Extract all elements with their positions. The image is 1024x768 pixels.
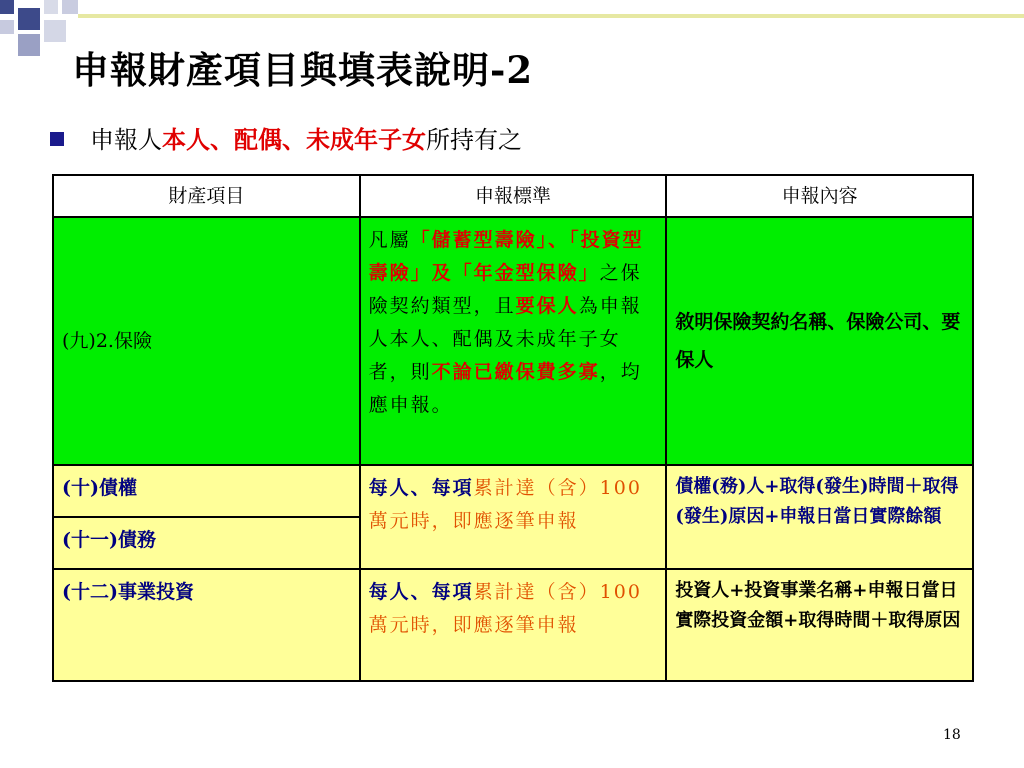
table-row-claims <box>53 465 973 517</box>
property-table <box>52 174 974 682</box>
header-item: 財產項目 <box>53 175 360 217</box>
bullet-highlight: 本人、配偶、未成年子女 <box>162 125 426 154</box>
table-row-insurance <box>53 217 973 465</box>
insurance-standard-regardless: 不論已繳保費多寡 <box>431 361 600 383</box>
insurance-content-text: 敘明保險契約名稱、保險公司、要保人 <box>675 311 961 371</box>
claims-content-text: 債權(務)人+取得(發生)時間＋取得(發生)原因+申報日當日實際餘額 <box>675 476 959 527</box>
insurance-standard-text-2: 之保險契約類型，且 <box>368 262 642 317</box>
cell-business-content <box>666 569 973 681</box>
cell-insurance-standard <box>360 217 667 465</box>
cell-claims-item <box>53 465 360 517</box>
insurance-standard-text-1: 凡屬 <box>368 229 411 251</box>
cell-insurance-item <box>53 217 360 465</box>
business-content-text: 投資人+投資事業名稱+申報日當日實際投資金額+取得時間＋取得原因 <box>675 580 961 631</box>
debts-item-label: (十一)債務 <box>62 529 156 551</box>
bullet-line <box>50 120 522 155</box>
insurance-standard-policyholder: 要保人 <box>515 295 579 317</box>
page-number: 18 <box>943 727 961 743</box>
bullet-square-icon <box>50 132 64 146</box>
insurance-standard-text-4: ，均應申報。 <box>368 361 642 416</box>
header-standard: 申報標準 <box>360 175 667 217</box>
cell-claims-content <box>666 465 973 569</box>
bullet-prefix: 申報人 <box>90 126 162 154</box>
top-accent-line <box>78 14 1024 18</box>
cell-claims-standard <box>360 465 667 569</box>
claims-standard-a: 每人、每項 <box>368 477 474 499</box>
cell-insurance-content <box>666 217 973 465</box>
bullet-suffix: 所持有之 <box>426 126 522 154</box>
cell-debts-item <box>53 517 360 569</box>
table-row-business <box>53 569 973 681</box>
insurance-standard-types: 「儲蓄型壽險」、「投資型壽險」及「年金型保險」 <box>368 229 644 284</box>
business-standard-a: 每人、每項 <box>368 581 474 603</box>
insurance-standard-text-3: 為申報人本人、配偶及未成年子女者，則 <box>368 295 642 383</box>
table-header-row <box>53 175 973 217</box>
insurance-item-label: (九)2.保險 <box>62 329 152 352</box>
business-standard-b: 累計達（含）100萬元時，即應逐筆申報 <box>368 581 642 636</box>
header-content: 申報內容 <box>666 175 973 217</box>
slide-title: 申報財產項目與填表說明-2 <box>72 48 534 92</box>
cell-business-item <box>53 569 360 681</box>
cell-business-standard <box>360 569 667 681</box>
claims-standard-b: 累計達（含）100萬元時，即應逐筆申報 <box>368 477 642 532</box>
business-item-label: (十二)事業投資 <box>62 581 194 603</box>
claims-item-label: (十)債權 <box>62 477 137 499</box>
